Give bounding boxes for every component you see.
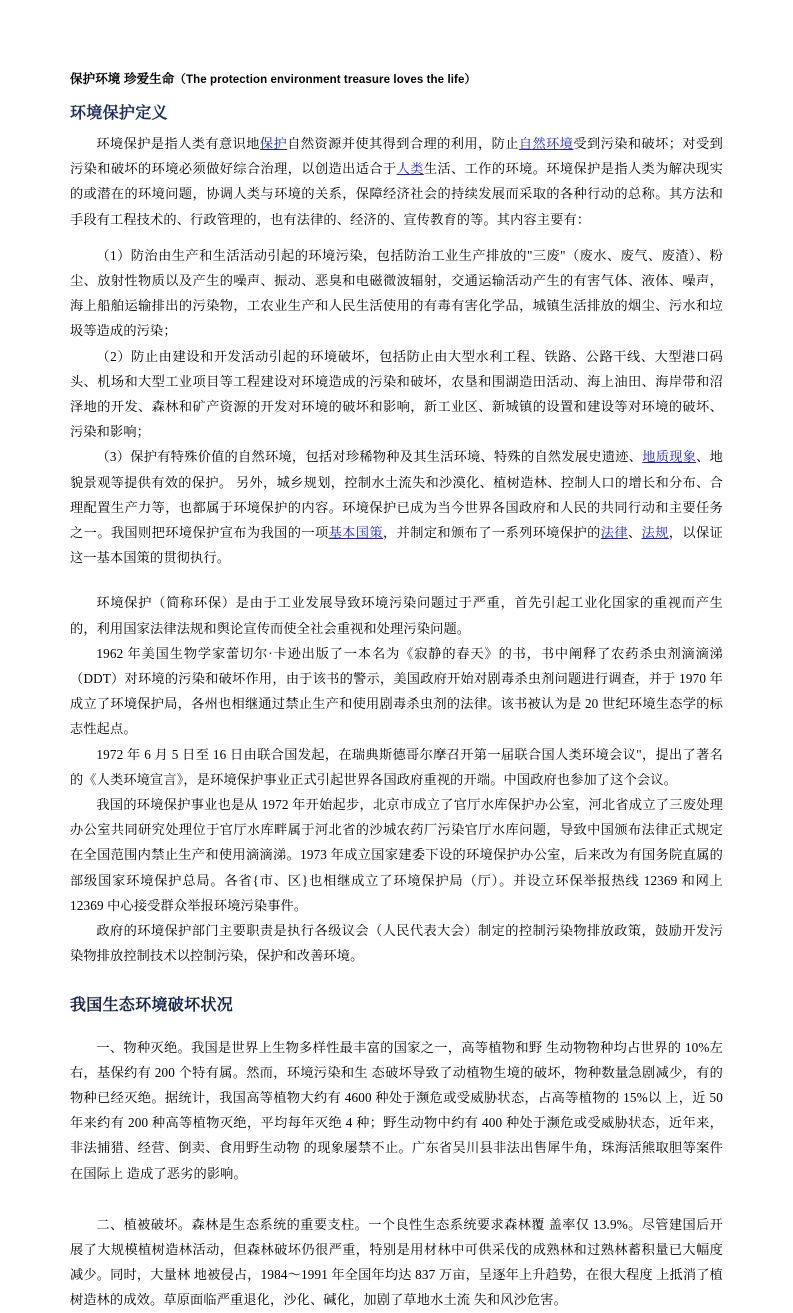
link-baohu[interactable]: 保护 xyxy=(259,136,288,151)
paragraph-text-part: ，以保证这一基本国策的贯彻执行。 xyxy=(70,525,723,566)
paragraph-text-part: （3）保护有特殊价值的自然环境，包括对珍稀物种及其生活环境、特殊的自然发展史遗迹、 xyxy=(96,449,643,465)
paragraph-text-part: 环境保护是指人类有意识地 xyxy=(96,136,260,151)
section-heading-environmental-protection-definition: 环境保护定义 xyxy=(70,105,168,122)
link-geological-phenomena[interactable]: 地质现象 xyxy=(642,449,697,465)
paragraph-text-part: ，并制定和颁布了一系列环境保护的 xyxy=(383,525,601,541)
link-regulation[interactable]: 法规 xyxy=(641,525,669,541)
paragraph-spacer xyxy=(70,232,723,243)
document-title-chinese: 保护环境 珍爱生命 xyxy=(70,72,175,86)
section-heading-ecological-damage-status: 我国生态环境破坏状况 xyxy=(70,996,234,1014)
paragraph-text-part: 自然资源并使其得到合理的利用，防止 xyxy=(287,136,519,151)
link-natural-environment[interactable]: 自然环境 xyxy=(518,136,574,151)
document-title xyxy=(70,70,723,89)
document-title-english: （The protection environment treasure loves the life） xyxy=(174,74,477,86)
paragraph-spacer xyxy=(70,570,723,590)
paragraph-stockholm-1972: 1972 年 6 月 5 日至 16 日由联合国发起，在瑞典斯德哥尔摩召开第一届联合国人类环境会议"，提出了著名的《人类环境宣言》，是环境保护事业正式引起世界各国政府重视的开端。中国政府也参加了这个会议。 xyxy=(70,746,723,787)
paragraph-vegetation-destruction: 二、植被破坏。森林是生态系统的重要支柱。一个良性生态系统要求森林覆 盖率仅 13.9%。尽管建国后开展了大规模植树造林活动，但森林破坏仍很严重，特别是用材林中可供采伐的成熟林和过熟林蓄积量已大幅度减少。同时，大量林 地被侵占，1984～1991 年全国年均达 837 万亩，呈逐年上升趋势，在很大程度 上抵消了植树造林的成效。草原面临严重退化，沙化、碱化，加剧了草地水土流 失和风沙危害。 xyxy=(70,1216,723,1308)
paragraph-origin-of-environmental-protection: 环境保护（简称环保）是由于工业发展导致环境污染问题过于严重，首先引起工业化国家的重视而产生的，利用国家法律法规和舆论宣传而使全社会重视和处理污染问题。 xyxy=(70,595,723,636)
paragraph-text-part: 、 xyxy=(627,525,642,541)
paragraph-spacer xyxy=(70,1186,723,1212)
paragraph-definition-intro xyxy=(70,131,723,232)
paragraph-silent-spring-1962: 1962 年美国生物学家蕾切尔·卡逊出版了一本名为《寂静的春天》的书，书中阐释了农药杀虫剂滴滴涕（DDT）对环境的污染和破坏作用，由于该书的警示，美国政府开始对剧毒杀虫剂问题进行调查，并于 1970 年成立了环境保护局，各州也相继通过禁止生产和使用剧毒杀虫剂的法律。该书被认为是 20 世纪环境生态学的标志性起点。 xyxy=(70,645,723,737)
paragraph-item-1: （1）防治由生产和生活活动引起的环境污染，包括防治工业生产排放的"三废"（废水、废气、废渣）、粉尘、放射性物质以及产生的噪声、振动、恶臭和电磁微波辐射，交通运输活动产生的有害气体、液体、噪声，海上船舶运输排出的污染物，工农业生产和人民生活使用的有毒有害化学品，城镇生活排放的烟尘、污水和垃圾等造成的污染； xyxy=(70,247,723,339)
paragraph-china-history: 我国的环境保护事业也是从 1972 年开始起步，北京市成立了官厅水库保护办公室，河北省成立了三废处理办公室共同研究处理位于官厅水库畔属于河北省的沙城农药厂污染官厅水库问题，导致中国颁布法律正式规定在全国范围内禁止生产和使用滴滴涕。1973 年成立国家建委下设的环境保护办公室，后来改为有国务院直属的部级国家环境保护总局。各省{市、区}也相继成立了环境保护局（厅）。并设立环保举报热线 12369 和网上 12369 中心接受群众举报环境污染事件。 xyxy=(70,797,723,913)
paragraph-text-part: 、地貌景观等提供有效的保护。 另外，城乡规划，控制水土流失和沙漠化、植树造林、控制人口的增长和分布、合理配置生产力等，也都属于环境保护的内容。环境保护已成为当今世界各国政府和人民的共同行动和主要任务之一。我国则把环境保护宣布为我国的一项 xyxy=(70,449,723,541)
link-humankind[interactable]: 人类 xyxy=(396,161,424,177)
link-basic-state-policy[interactable]: 基本国策 xyxy=(328,525,383,541)
link-law[interactable]: 法律 xyxy=(600,525,628,541)
paragraph-text-part: 受到污染和破坏；对受到污染和破坏的环境必须做好综合治理，以创造出适合于 xyxy=(70,136,723,177)
paragraph-text-part: 生活、工作的环境。环境保护是指人类为解决现实的或潜在的环境问题，协调人类与环境的关系，保障经济社会的持续发展而采取的各种行动的总称。其方法和手段有工程技术的、行政管理的，也有法律的、经济的、宣传教育的等。其内容主要有： xyxy=(70,161,723,227)
paragraph-species-extinction: 一、物种灭绝。我国是世界上生物多样性最丰富的国家之一，高等植物和野 生动物物种均占世界的 10%左右，基保约有 200 个特有属。然而，环境污染和生 态破坏导致了动植物生境的破坏，物种数量急剧减少，有的物种已经灭绝。据统计，我国高等植物大约有 4600 种处于濒危或受威胁状态，占高等植物的 15%以 上，近 50 年来约有 200 种高等植物灭绝，平均每年灭绝 4 种；野生动物中约有 400 种处于濒危或受威胁状态，近年来，非法捕猎、经营、倒卖、食用野生动物 的现象屡禁不止。广东省吴川县非法出售犀牛角，珠海活熊取胆等案件在国际上 造成了恶劣的影响。 xyxy=(70,1039,723,1181)
paragraph-government-duties: 政府的环境保护部门主要职责是执行各级议会（人民代表大会）制定的控制污染物排放政策，鼓励开发污染物排放控制技术以控制污染，保护和改善环境。 xyxy=(70,923,723,964)
paragraph-item-2: （2）防止由建设和开发活动引起的环境破坏，包括防止由大型水利工程、铁路、公路干线、大型港口码头、机场和大型工业项目等工程建设对环境造成的污染和破坏，农垦和围湖造田活动、海上油田、海岸带和沼泽地的开发、森林和矿产资源的开发对环境的破坏和影响，新工业区、新城镇的设置和建设等对环境的破坏、污染和影响； xyxy=(70,348,723,440)
paragraph-item-3 xyxy=(70,444,723,570)
